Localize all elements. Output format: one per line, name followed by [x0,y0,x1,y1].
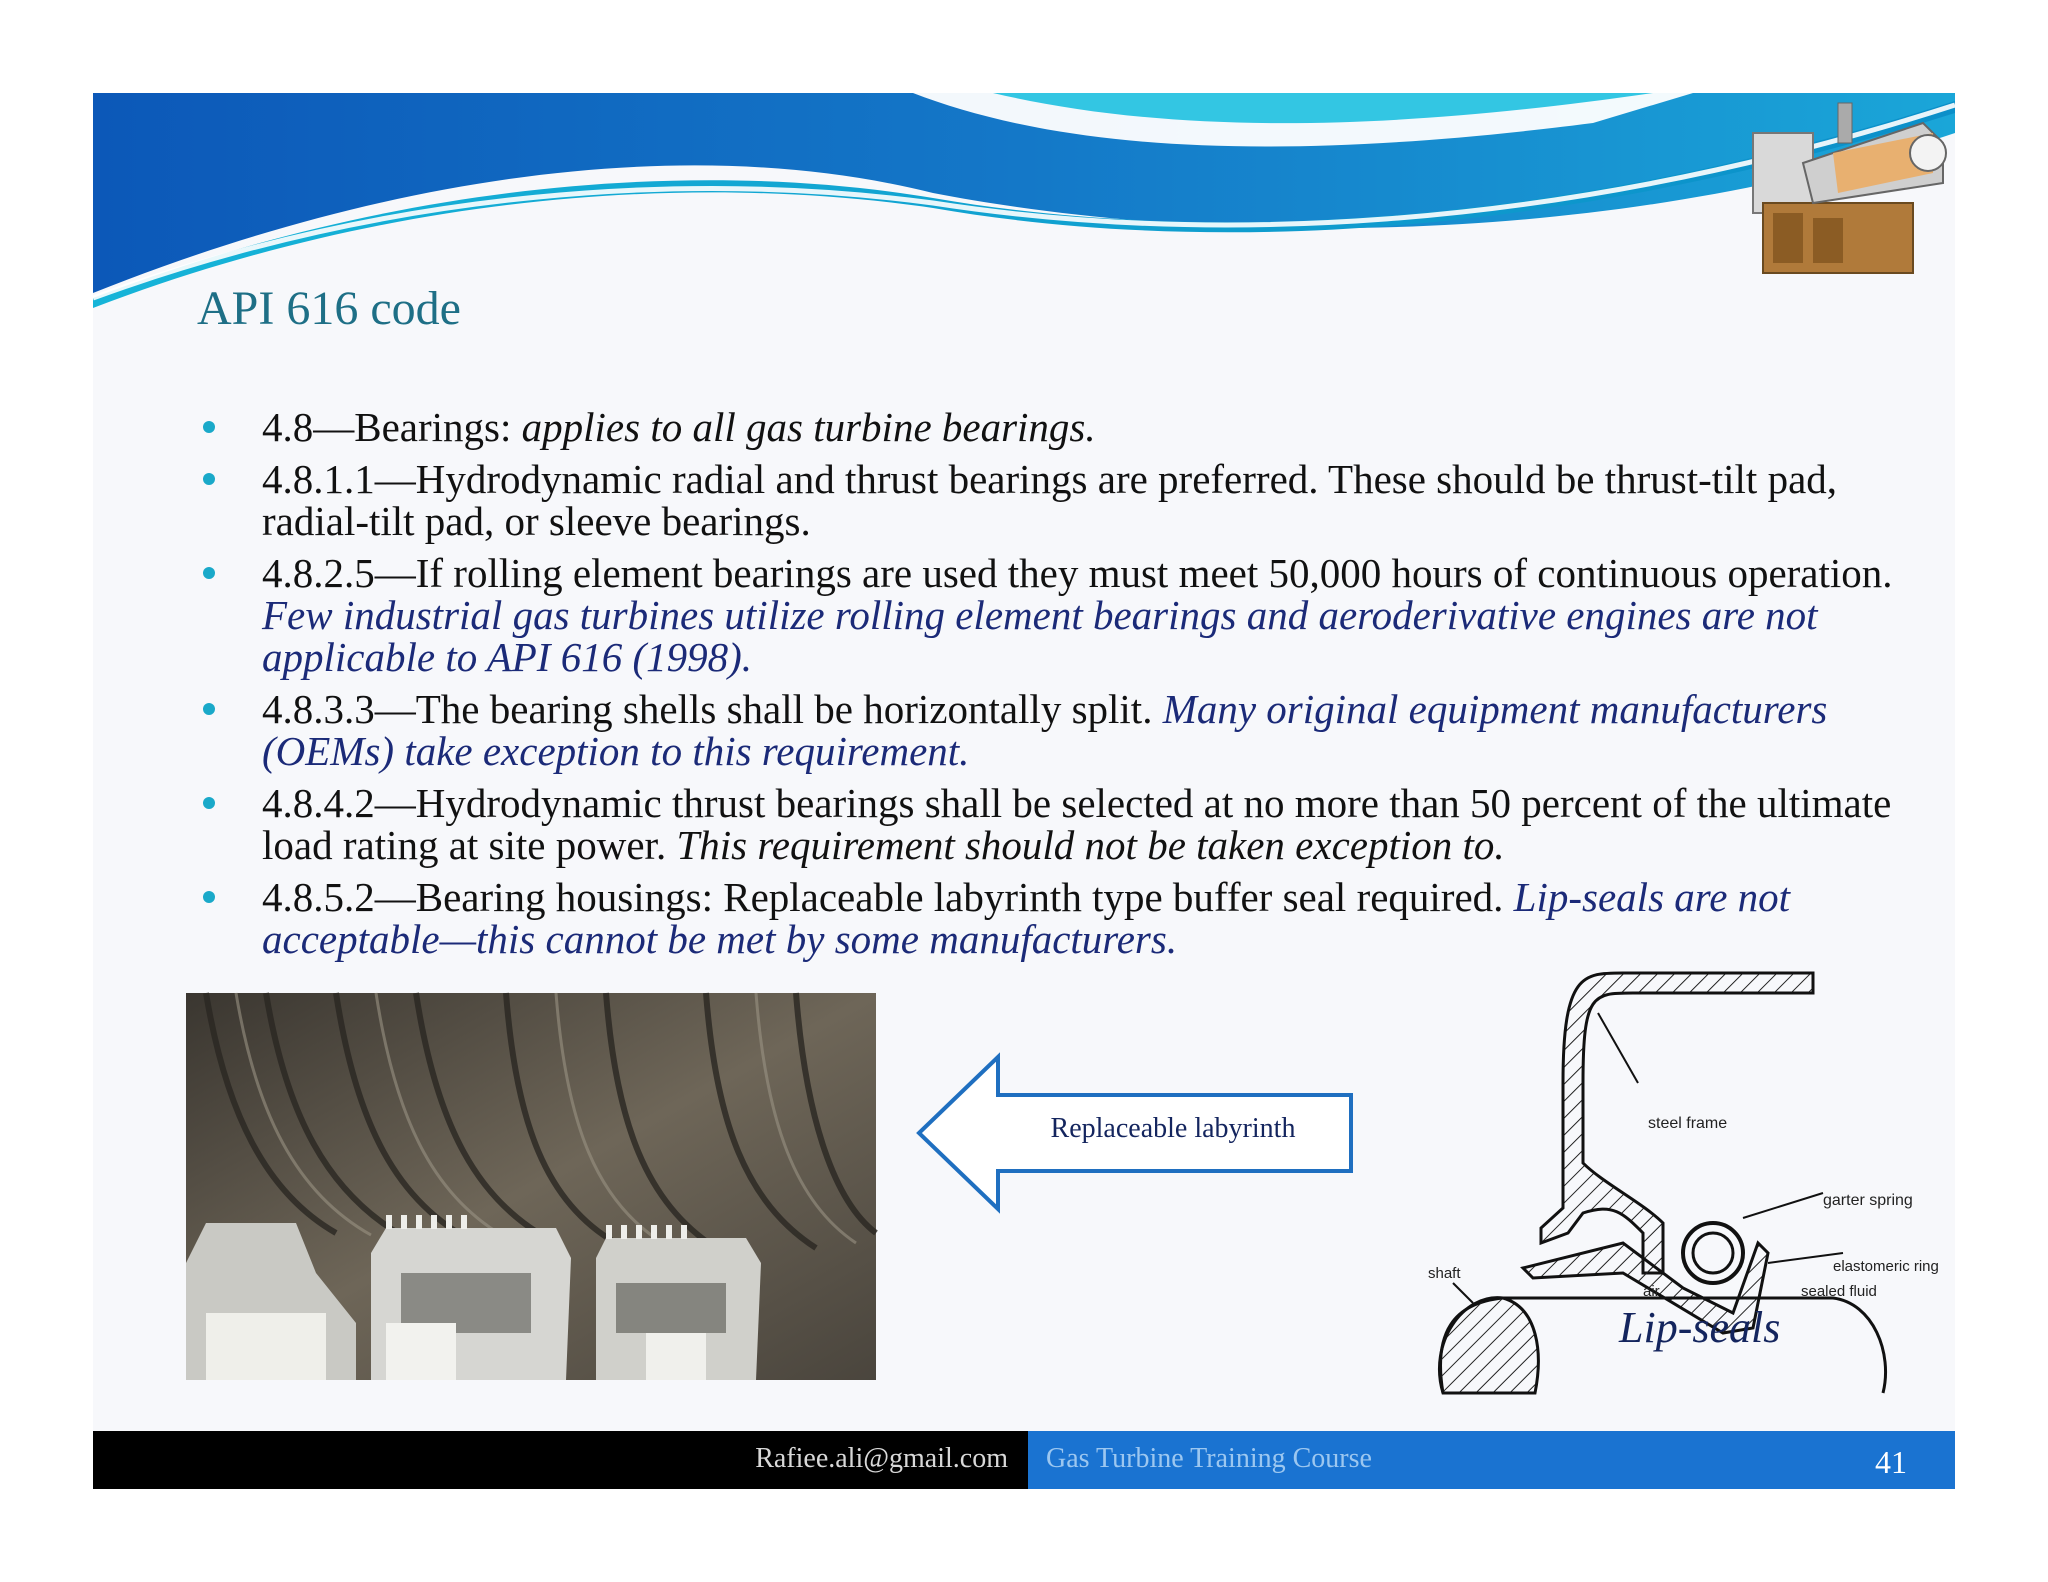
bullet-item: 4.8.4.2—Hydrodynamic thrust bearings shall be selected at no more than 50 percent of the ultimate load rating at site power. This requirement should not be taken exception to. [203,782,1923,866]
header-wave-band [93,93,1955,308]
bullet-item: 4.8.2.5—If rolling element bearings are used they must meet 50,000 hours of continuous operation. Few industrial gas turbines utilize rolling element bearings and aeroderivative engines are not applicable to API 616 (1998). [203,552,1923,678]
labyrinth-seal-photo [186,993,876,1380]
slide [93,93,1955,1489]
label-sealed-fluid: sealed fluid [1801,1283,1877,1300]
label-garter-spring: garter spring [1823,1192,1913,1209]
lip-seals-label: Lip-seals [1619,1303,1781,1352]
arrow-label: Replaceable labyrinth [1050,1113,1296,1144]
footer-course-title: Gas Turbine Training Course [1046,1443,1372,1474]
bullet-dot-icon [203,567,215,579]
bullet-list [203,406,1923,970]
label-shaft: shaft [1428,1265,1461,1282]
bullet-dot-icon [203,473,215,485]
bullet-dot-icon [203,891,215,903]
footer-email: Rafiee.ali@gmail.com [755,1443,1008,1474]
bullet-dot-icon [203,703,215,715]
label-air: air [1643,1283,1660,1300]
slide-title: API 616 code [197,282,461,335]
bullet-item: 4.8—Bearings: applies to all gas turbine bearings. [203,406,1923,448]
footer-left [93,1431,1028,1489]
label-elastomeric-ring: elastomeric ring [1833,1258,1939,1275]
bullet-item: 4.8.5.2—Bearing housings: Replaceable labyrinth type buffer seal required. Lip-seals are not acceptable—this cannot be met by some manufacturers. [203,876,1923,960]
gas-turbine-illustration [1743,93,1955,293]
page-number: 41 [1875,1444,1907,1480]
bullet-item: 4.8.1.1—Hydrodynamic radial and thrust bearings are preferred. These should be thrust-tilt pad, radial-tilt pad, or sleeve bearings. [203,458,1923,542]
bullet-dot-icon [203,421,215,433]
bullet-dot-icon [203,797,215,809]
label-steel-frame: steel frame [1648,1115,1728,1132]
bullet-item: 4.8.3.3—The bearing shells shall be horizontally split. Many original equipment manufacturers (OEMs) take exception to this requirement. [203,688,1923,772]
footer-right [1028,1431,1955,1489]
